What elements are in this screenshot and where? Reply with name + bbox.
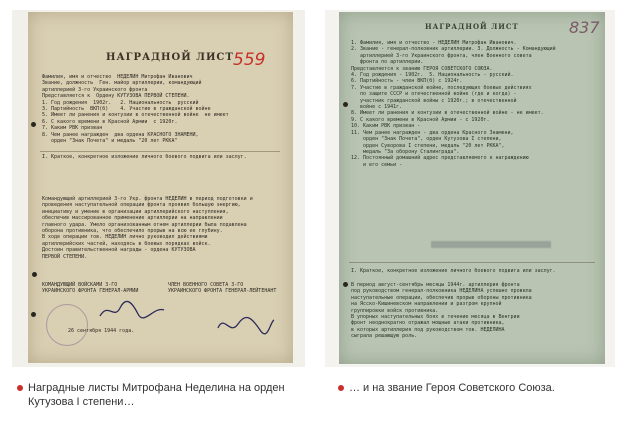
punch-hole	[343, 282, 348, 287]
typed-line: сыграла решающую роль.	[351, 333, 418, 340]
handwritten-signature	[216, 312, 276, 338]
typed-line: 8. Имеет ли ранения и контузии в отечественной войне - не имеет.	[351, 110, 544, 117]
section-heading: I. Краткое, конкретное изложение личного боевого подвига или заслуг.	[351, 268, 556, 274]
typed-line: Командующий артиллерией 3-го Укр. фронта НЕДЕЛИН в период подготовки и	[42, 196, 253, 202]
typed-line: 1. Год рождения 1902г. 2. Национальность русский	[42, 99, 199, 106]
typed-line: наступательные операции, обеспечив прорыв обороны противника	[351, 294, 532, 301]
typed-line: инициативу и умение в организации артиллерийского наступления,	[42, 208, 229, 215]
award-sheet-image-1	[12, 10, 305, 367]
document-title: НАГРАДНОЙ ЛИСТ	[425, 22, 519, 31]
caption-left	[17, 381, 297, 409]
divider	[349, 262, 595, 263]
typed-line: фронта по артиллерии.	[351, 59, 424, 66]
document-title: НАГРАДНОЙ ЛИСТ	[106, 52, 234, 63]
typed-line: войне с 1941г.	[351, 104, 403, 111]
typed-line: В упорных наступательных боях в течение месяца в Венгрии	[351, 314, 520, 321]
typed-line: и его семьи -	[351, 161, 403, 168]
typed-line: участник гражданской войны с 1920г.; в отечественной	[351, 97, 517, 104]
typed-line: медаль "За оборону Сталинграда".	[351, 148, 460, 155]
typed-line: В ходе операции тов. НЕДЕЛИН лично руководил действиями	[42, 234, 208, 241]
typed-line: под руководством генерал-полковника НЕДЕЛИНА успешно провела	[351, 288, 532, 295]
citation-text	[351, 282, 532, 340]
typed-line: фронт неоднократно отражал мощные атаки противника,	[351, 320, 505, 327]
typed-line: 6. С какого времени в Красной Армии с 1920г.	[42, 118, 178, 125]
handwritten-number: 837	[569, 18, 600, 37]
bullet-dot	[338, 385, 344, 391]
typed-line: оборона противника, что обеспечило прорыв на всю ее глубину.	[42, 228, 223, 235]
typed-line: 3. Партийность ВКП(б) 4. Участие в гражданской войне	[42, 106, 211, 113]
handwritten-signature	[98, 298, 168, 324]
typed-line: по защите СССР и отечественной войне (где и когда) -	[351, 91, 517, 98]
caption-text: Наградные листы Митрофана Неделина на орден Кутузова I степени…	[28, 382, 285, 408]
typed-line: ПЕРВОЙ СТЕПЕНИ.	[42, 253, 88, 260]
typed-line: В период август-сентябрь месяцы 1944г. артиллерия фронта	[351, 282, 520, 288]
typed-line: обеспечив массированное применение артиллерии на направлении	[42, 215, 223, 222]
typed-line: 5. Имеет ли ранения и контузии в отечественной войне не имеет	[42, 112, 229, 119]
typed-line: в которых артиллерия под руководством тов. НЕДЕЛИНА	[351, 326, 505, 333]
award-sheet-paper	[339, 12, 605, 364]
citation-text	[42, 196, 253, 260]
punch-hole	[343, 102, 348, 107]
divider	[40, 151, 280, 152]
typed-line: 4. Год рождения - 1902г. 5. Национальность - русский.	[351, 72, 514, 79]
punch-hole	[32, 272, 37, 277]
typed-line: Фамилия, имя и отчество НЕДЕЛИН Митрофан Иванович	[42, 74, 193, 80]
typed-line: 1. Фамилия, имя и отчество - НЕДЕЛИН Митрофан Иванович.	[351, 40, 517, 46]
caption-text: … и на звание Героя Советского Союза.	[349, 382, 555, 394]
typed-line: группировки войск противника.	[351, 307, 439, 314]
typed-line: артиллерией 3-го Украинского фронта	[42, 86, 148, 93]
punch-hole	[31, 122, 36, 127]
typed-line: Достоин правительственной награды - ордена КУТУЗОВА	[42, 247, 196, 254]
section-heading: I. Краткое, конкретное изложение личного боевого подвига или заслуг.	[42, 154, 247, 160]
form-fields	[351, 40, 556, 168]
typed-line: главного удара. Умело организованным огнем артиллерии была подавлена	[42, 221, 247, 228]
typed-line: 7. Каким РВК призван	[42, 125, 103, 132]
typed-line: артиллерийских частей, находясь в боевых порядках войск.	[42, 240, 211, 247]
typed-line: орден "Знак Почета" и медаль "20 лет РККА"	[42, 138, 178, 145]
typed-line: Представляется к званию ГЕРОЯ СОВЕТСКОГО СОЮЗА.	[351, 65, 493, 72]
award-sheet-image-2	[325, 10, 615, 367]
redacted-address	[431, 241, 551, 248]
punch-hole	[31, 312, 36, 317]
form-fields	[42, 74, 229, 144]
typed-line: Представляется к Ордену КУТУЗОВА ПЕРВОЙ СТЕПЕНИ.	[42, 93, 190, 100]
handwritten-number: 559	[233, 50, 266, 70]
typed-line: на Ясско-Кишиневском направлении и разгром крупной	[351, 301, 502, 308]
typed-line: 8. Чем ранее награжден два ордена КРАСНОГО ЗНАМЕНИ,	[42, 131, 199, 138]
typed-line: орден "Знак Почета", орден Кутузова I степени,	[351, 136, 502, 143]
typed-line: 12. Постоянный домашний адрес представляемого к награждению	[351, 155, 529, 162]
document-date: 26 сентября 1944 года.	[68, 328, 135, 334]
typed-line: 11. Чем ранее награжден - два ордена Красного Знамени,	[351, 129, 514, 136]
typed-line: артиллерией 3-го Украинского фронта, член Военного совета	[351, 52, 532, 59]
award-sheet-paper	[28, 12, 293, 363]
caption-right	[338, 381, 608, 395]
bullet-dot	[17, 385, 23, 391]
typed-line: 9. С какого времени в Красной Армии - с 1920г.	[351, 116, 490, 123]
typed-line: Звание, должность Ген. майор артиллерии, командующий	[42, 80, 202, 87]
council-signature-block: ЧЛЕН ВОЕННОГО СОВЕТА 3-ГО УКРАИНСКОГО ФРОНТА ГЕНЕРАЛ-ЛЕЙТЕНАНТ	[168, 282, 277, 295]
typed-line: 2. Звание - генерал-полковник артиллерии. 3. Должность - Командующий	[351, 46, 556, 53]
typed-line: орден Суворова I степени, медаль "20 лет РККА",	[351, 142, 505, 149]
typed-line: 7. Участие в гражданской войне, последующих боевых действиях	[351, 84, 532, 91]
typed-line: 10. Каким РВК призван -	[351, 123, 424, 130]
official-stamp	[46, 304, 88, 346]
commander-signature-block: КОМАНДУЮЩИЙ ВОЙСКАМИ 3-ГО УКРАИНСКОГО ФРОНТА ГЕНЕРАЛ-АРМИИ	[42, 282, 139, 295]
typed-line: проведения наступательной операции фронта проявил большую энергию,	[42, 202, 241, 209]
typed-line: 6. Партийность - член ВКП(б) с 1924г.	[351, 78, 463, 85]
